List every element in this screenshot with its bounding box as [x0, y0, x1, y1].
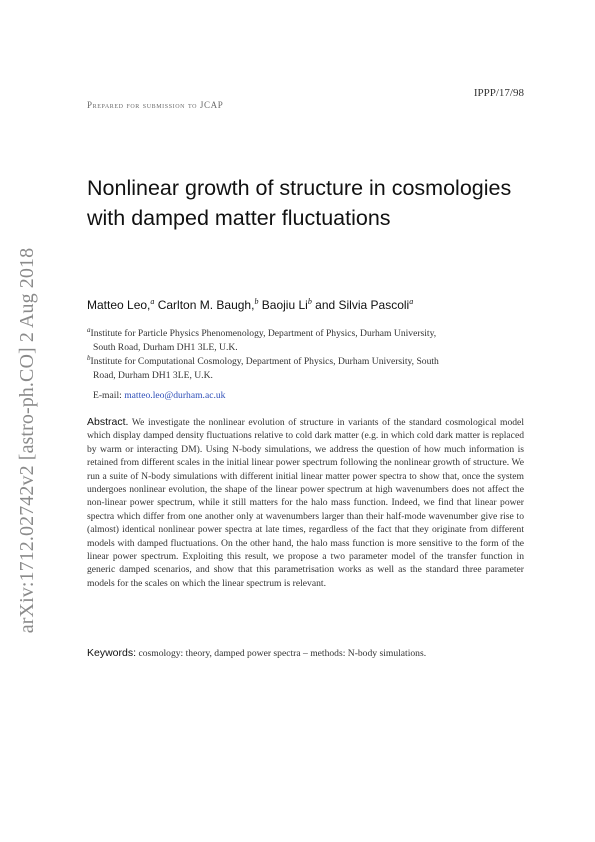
- contact-email: [93, 390, 225, 401]
- affiliation-line: Institute for Particle Physics Phenomenology, Department of Physics, Durham University,: [90, 328, 437, 340]
- keywords-text: cosmology: theory, damped power spectra – methods: N-body simulations.: [138, 648, 427, 659]
- abstract-label: Abstract.: [87, 416, 129, 428]
- author-name: Baojiu Li: [261, 298, 308, 312]
- abstract-text: We investigate the nonlinear evolution of structure in variants of the standard cosmological model which display damped density fluctuations relative to cold dark matter (e.g. in which cold dark matter is replaced by warm or interacting DM). Using N-body simulations, we address the question of how much information is retained from different scales in the initial linear power spectrum following the nonlinear growth of structure. We run a suite of N-body simulations with different initial linear matter power spectra to show that, once the system undergoes nonlinear evolution, the shape of the linear power spectrum at high wavenumbers does not affect the non-linear power spectrum, while it still matters for the halo mass function. Indeed, we find that linear power spectra which differ from one another only at wavenumbers larger than their half-mode wavenumber give rise to (almost) identical nonlinear power spectra at late times, regardless of the fact that they originate from different models with damped fluctuations. On the other hand, the halo mass function is more sensitive to the form of the linear power spectrum. Exploiting this result, we propose a two parameter model of the transfer function in generic damped scenarios, and show that this parametrisation works as well as the standard three parameter models for the scales on which the linear spectrum is relevant.: [87, 417, 524, 589]
- affiliation-mark: a: [87, 326, 91, 334]
- arxiv-identifier: [10, 240, 46, 640]
- abstract: [87, 416, 524, 590]
- author-name: Matteo Leo,: [87, 298, 151, 312]
- paper-title: Nonlinear growth of structure in cosmologies with damped matter fluctuations: [87, 176, 512, 230]
- affiliation: [87, 351, 524, 383]
- author-list: [87, 297, 413, 312]
- affiliation-line: South Road, Durham DH1 3LE, U.K.: [93, 342, 238, 354]
- keywords: [87, 647, 527, 659]
- author-affiliation-mark: b: [307, 297, 312, 306]
- author-name: and Silvia Pascoli: [315, 298, 410, 312]
- email-link[interactable]: matteo.leo@durham.ac.uk: [124, 390, 226, 401]
- arxiv-identifier-text: arXiv:1712.02742v2 [astro-ph.CO] 2 Aug 2018: [16, 247, 39, 633]
- author-affiliation-mark: a: [409, 297, 414, 306]
- affiliation-line: Institute for Computational Cosmology, Department of Physics, Durham University, South: [90, 356, 439, 368]
- affiliation-mark: b: [87, 354, 91, 362]
- author-affiliation-mark: a: [150, 297, 155, 306]
- report-number: IPPP/17/98: [473, 87, 524, 99]
- affiliation-line: Road, Durham DH1 3LE, U.K.: [93, 370, 213, 382]
- email-label: E-mail:: [93, 390, 122, 401]
- keywords-label: Keywords:: [87, 647, 137, 659]
- author-affiliation-mark: b: [254, 297, 259, 306]
- prepared-for-submission: Prepared for submission to JCAP: [87, 100, 224, 110]
- author-name: Carlton M. Baugh,: [157, 298, 255, 312]
